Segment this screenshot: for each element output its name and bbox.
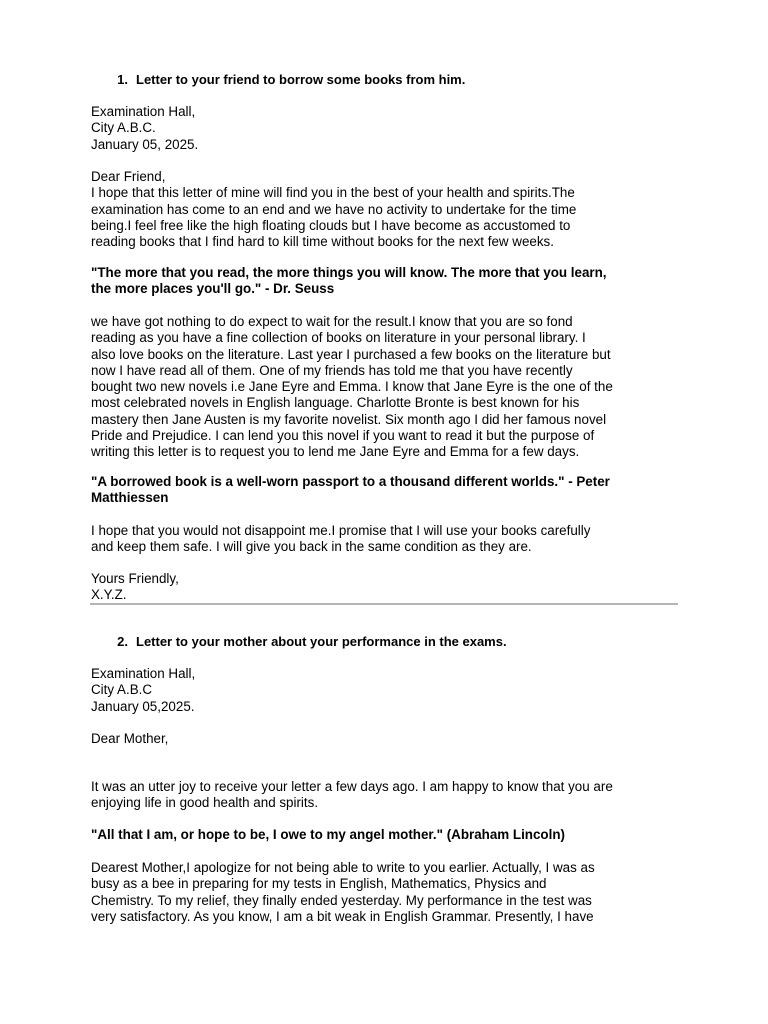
letter-2-quote-1 — [91, 827, 681, 843]
paragraph-line: It was an utter joy to receive your letter a few days ago. I am happy to know that you are — [91, 779, 613, 794]
letter-1-address — [91, 104, 681, 153]
paragraph-line: mastery then Jane Austen is my favorite novelist. Six month ago I did her famous novel — [91, 411, 607, 427]
paragraph-line: and keep them safe. I will give you back in the same condition as they are. — [91, 539, 532, 555]
paragraph-line: also love books on the literature. Last year I purchased a few books on the literature but — [91, 346, 611, 362]
letter-1-heading — [91, 72, 681, 88]
address-line: Examination Hall, — [91, 104, 196, 119]
quote — [91, 474, 681, 507]
paragraph — [91, 860, 681, 925]
paragraph-line: I hope that this letter of mine will find you in the best of your health and spirits.The — [91, 185, 575, 201]
paragraph-line: we have got nothing to do expect to wait for the result.I know that you are so fond — [91, 314, 573, 329]
paragraph-line: most celebrated novels in English language. Charlotte Bronte is best known for his — [91, 395, 580, 411]
signature: X.Y.Z. — [91, 587, 127, 603]
date-line: January 05,2025. — [91, 698, 195, 714]
heading-number: 2. — [117, 634, 128, 649]
paragraph-line: Pride and Prejudice. I can lend you this novel if you want to read it but the purpose of — [91, 428, 595, 444]
heading-text: Letter to your friend to borrow some books from him. — [136, 72, 466, 87]
paragraph-line: Dearest Mother,I apologize for not being able to write to you earlier. Actually, I was as — [91, 860, 595, 875]
letter-1-quote-1 — [91, 265, 681, 298]
address-line: City A.B.C. — [91, 120, 156, 136]
paragraph-line: being.I feel free like the high floating clouds but I have become as accustomed to — [91, 217, 571, 233]
paragraph — [91, 523, 681, 556]
heading-number: 1. — [117, 72, 128, 87]
paragraph-line: reading books that I find hard to kill time without books for the next few weeks. — [91, 234, 554, 250]
address-line: City A.B.C — [91, 682, 153, 698]
salutation: Dear Friend, — [91, 169, 166, 184]
paragraph-line: Chemistry. To my relief, they finally ended yesterday. My performance in the test was — [91, 892, 592, 908]
paragraph-line: bought two new novels i.e Jane Eyre and Emma. I know that Jane Eyre is the one of the — [91, 379, 613, 395]
letter-1-paragraph-2 — [91, 314, 681, 461]
letter-1-signoff — [91, 571, 681, 604]
paragraph-line: busy as a bee in preparing for my tests in English, Mathematics, Physics and — [91, 876, 547, 892]
paragraph-line: now I have read all of them. One of my friends has told me that you have recently — [91, 362, 573, 378]
letter-2-paragraph-1 — [91, 779, 681, 812]
quote — [91, 265, 681, 298]
paragraph-line: reading as you have a fine collection of books on literature in your personal library. I — [91, 330, 586, 346]
section-divider — [90, 603, 678, 605]
letter-2-salutation — [91, 731, 681, 747]
letter-2-address — [91, 666, 681, 715]
paragraph — [91, 314, 681, 461]
quote: "All that I am, or hope to be, I owe to my angel mother." (Abraham Lincoln) — [91, 827, 565, 842]
paragraph — [91, 185, 681, 250]
heading-text: Letter to your mother about your performance in the exams. — [136, 634, 507, 649]
paragraph — [91, 779, 681, 812]
date-line: January 05, 2025. — [91, 136, 199, 152]
letter-2-heading — [91, 634, 681, 650]
paragraph-line: enjoying life in good health and spirits. — [91, 795, 319, 811]
quote-line: Matthiessen — [91, 490, 169, 506]
paragraph-line: I hope that you would not disappoint me.I promise that I will use your books carefully — [91, 523, 591, 538]
quote-line: "A borrowed book is a well-worn passport to a thousand different worlds." - Peter — [91, 474, 610, 489]
salutation: Dear Mother, — [91, 731, 169, 746]
letter-1-paragraph-3 — [91, 523, 681, 556]
paragraph-line: writing this letter is to request you to lend me Jane Eyre and Emma for a few days. — [91, 444, 580, 460]
paragraph-line: very satisfactory. As you know, I am a bit weak in English Grammar. Presently, I have — [91, 908, 594, 924]
letter-2-paragraph-2 — [91, 860, 681, 925]
address-line: Examination Hall, — [91, 666, 196, 681]
letter-1-quote-2 — [91, 474, 681, 507]
closing: Yours Friendly, — [91, 571, 179, 586]
paragraph-line: examination has come to an end and we have no activity to undertake for the time — [91, 201, 577, 217]
quote-line: the more places you'll go." - Dr. Seuss — [91, 281, 335, 297]
quote-line: "The more that you read, the more things you will know. The more that you learn, — [91, 265, 607, 280]
letter-1-salutation-block — [91, 169, 681, 250]
